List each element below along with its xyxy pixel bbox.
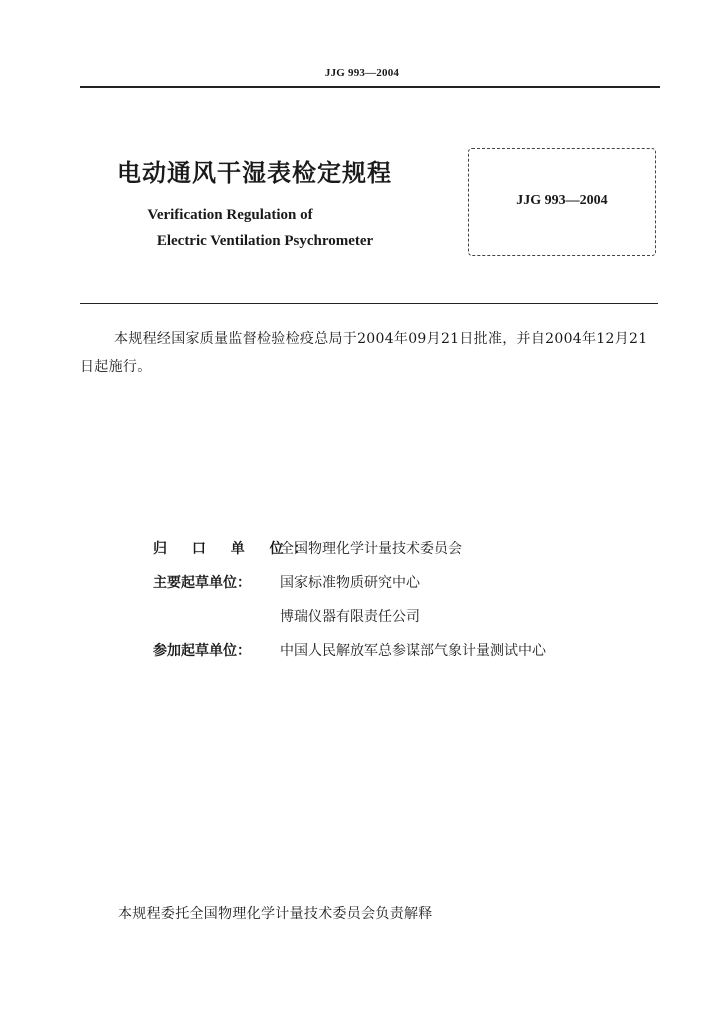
header-rule [80, 86, 660, 88]
org-value: 博瑞仪器有限责任公司 [280, 609, 420, 625]
org-value: 全国物理化学计量技术委员会 [280, 541, 462, 557]
title-english-line2: Electric Ventilation Psychrometer [156, 233, 374, 249]
section-rule [80, 303, 658, 304]
title-english-line1: Verification Regulation of [147, 207, 313, 223]
standard-code-box-text: JJG 993—2004 [516, 193, 608, 208]
org-value: 国家标准物质研究中心 [280, 575, 420, 591]
org-label: 归 口 单 位： [153, 541, 318, 557]
header-standard-code: JJG 993—2004 [324, 67, 400, 79]
title-chinese: 电动通风干湿表检定规程 [117, 159, 392, 187]
approval-statement: 本规程经国家质量监督检验检疫总局于2004年09月21日批准，并自2004年12月21日起施行。 [80, 331, 648, 375]
interpretation-note: 本规程委托全国物理化学计量技术委员会负责解释 [118, 906, 433, 922]
org-label: 参加起草单位： [153, 643, 251, 659]
org-value: 中国人民解放军总参谋部气象计量测试中心 [280, 643, 546, 659]
org-label: 主要起草单位： [153, 575, 251, 591]
